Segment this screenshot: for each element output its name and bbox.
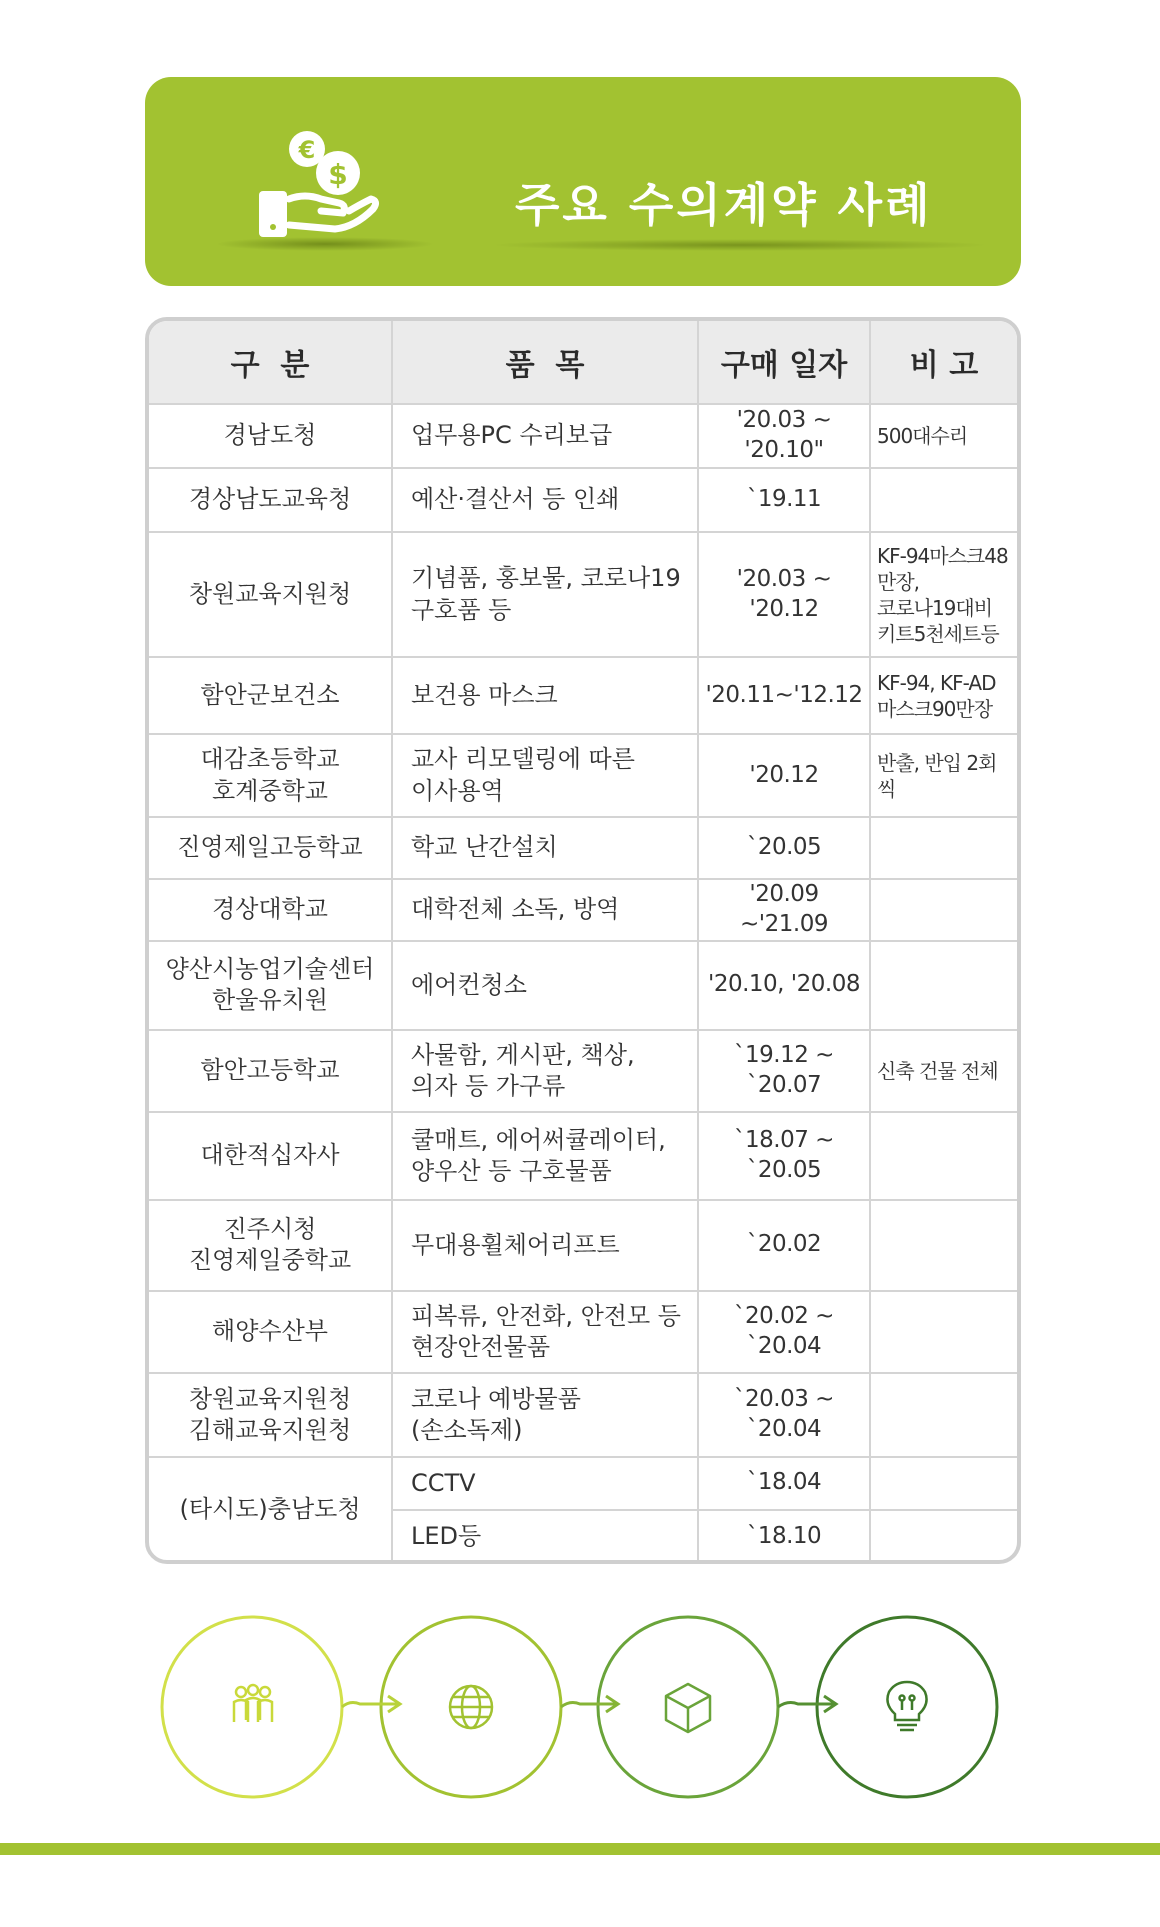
table-row [149,1373,1017,1457]
svg-text:$: $ [328,158,348,191]
flow-arrow-3 [778,1703,834,1707]
flow-arrow-2 [561,1703,616,1707]
contract-table-frame [145,317,1021,1564]
row-date: `20.02 [698,1200,870,1291]
row-date: '20.03 ~ '20.10" [698,404,870,468]
row-item: 무대용휠체어리프트 [392,1200,698,1291]
row-date: `18.07 ~ `20.05 [698,1112,870,1200]
row-date: '20.09 ~'21.09 [698,879,870,941]
row-note: 신축 건물 전체 [870,1030,1017,1112]
row-org: 경상대학교 [149,879,392,941]
money-hand-icon [255,129,385,239]
people-icon [234,1685,272,1722]
row-org: 양산시농업기술센터 한울유치원 [149,941,392,1030]
row-note [870,1510,1017,1563]
row-date: '20.11~'12.12 [698,657,870,734]
icon-shadow [215,237,435,251]
row-org: 진영제일고등학교 [149,817,392,879]
row-note [870,1291,1017,1373]
lightbulb-icon [887,1682,926,1730]
table-row [149,1457,1017,1510]
table-row [149,1112,1017,1200]
row-date: `18.04 [698,1457,870,1510]
row-note [870,468,1017,532]
row-item: 쿨매트, 에어써큘레이터, 양우산 등 구호물품 [392,1112,698,1200]
row-org: 경남도청 [149,404,392,468]
row-org: 진주시청 진영제일중학교 [149,1200,392,1291]
row-note [870,817,1017,879]
row-date: '20.12 [698,734,870,817]
row-org: 경상남도교육청 [149,468,392,532]
table-row [149,817,1017,879]
table-row [149,1200,1017,1291]
row-item: 에어컨청소 [392,941,698,1030]
row-date: '20.10, '20.08 [698,941,870,1030]
row-org: 대한적십자사 [149,1112,392,1200]
row-note: KF-94마스크48만장, 코로나19대비 키트5천세트등 [870,532,1017,657]
table-row [149,1030,1017,1112]
row-item: 보건용 마스크 [392,657,698,734]
flow-circle-4 [817,1617,997,1797]
header-banner [145,77,1021,286]
row-org: 대감초등학교 호계중학교 [149,734,392,817]
row-org: 창원교육지원청 김해교육지원청 [149,1373,392,1457]
row-note [870,1457,1017,1510]
row-item: 교사 리모델링에 따른 이사용역 [392,734,698,817]
row-item: 피복류, 안전화, 안전모 등 현장안전물품 [392,1291,698,1373]
table-row [149,657,1017,734]
table-row [149,532,1017,657]
contract-table [149,321,1017,1564]
table-row [149,404,1017,468]
row-org: 함안고등학교 [149,1030,392,1112]
row-org: 함안군보건소 [149,657,392,734]
row-note: KF-94, KF-AD 마스크90만장 [870,657,1017,734]
cube-icon [666,1684,710,1732]
globe-icon [450,1686,492,1728]
row-note: 반출, 반입 2회씩 [870,734,1017,817]
row-date: `20.05 [698,817,870,879]
row-org: 창원교육지원청 [149,532,392,657]
row-note [870,1200,1017,1291]
header-category: 구 분 [149,321,392,404]
row-org: (타시도)충남도청 [149,1457,392,1563]
row-date: '20.03 ~ '20.12 [698,532,870,657]
row-date: `19.12 ~ `20.07 [698,1030,870,1112]
row-item: 대학전체 소독, 방역 [392,879,698,941]
title-shadow [490,239,990,251]
row-note: 500대수리 [870,404,1017,468]
row-note [870,941,1017,1030]
row-item: CCTV [392,1457,698,1510]
table-row [149,879,1017,941]
table-row [149,468,1017,532]
table-row [149,1291,1017,1373]
table-row [149,734,1017,817]
header-note: 비 고 [870,321,1017,404]
row-date: `20.02 ~ `20.04 [698,1291,870,1373]
row-org: 해양수산부 [149,1291,392,1373]
row-item: 예산·결산서 등 인쇄 [392,468,698,532]
header-item: 품 목 [392,321,698,404]
header-date: 구매 일자 [698,321,870,404]
table-header-row [149,321,1017,404]
table-row [149,941,1017,1030]
bottom-accent-bar [0,1843,1160,1855]
flow-circle-1 [162,1617,342,1797]
row-item: 사물함, 게시판, 책상, 의자 등 가구류 [392,1030,698,1112]
flow-arrow-1 [342,1703,398,1707]
row-item: 학교 난간설치 [392,817,698,879]
svg-text:€: € [298,136,316,164]
row-item: 업무용PC 수리보급 [392,404,698,468]
process-flow-diagram [0,1600,1160,1820]
row-note [870,879,1017,941]
row-date: `19.11 [698,468,870,532]
row-note [870,1373,1017,1457]
row-date: `20.03 ~ `20.04 [698,1373,870,1457]
row-item: 기념품, 홍보물, 코로나19 구호품 등 [392,532,698,657]
row-note [870,1112,1017,1200]
row-date: `18.10 [698,1510,870,1563]
page-title: 주요 수의계약 사례 [515,178,933,232]
row-item: 코로나 예방물품 (손소독제) [392,1373,698,1457]
row-item: LED등 [392,1510,698,1563]
